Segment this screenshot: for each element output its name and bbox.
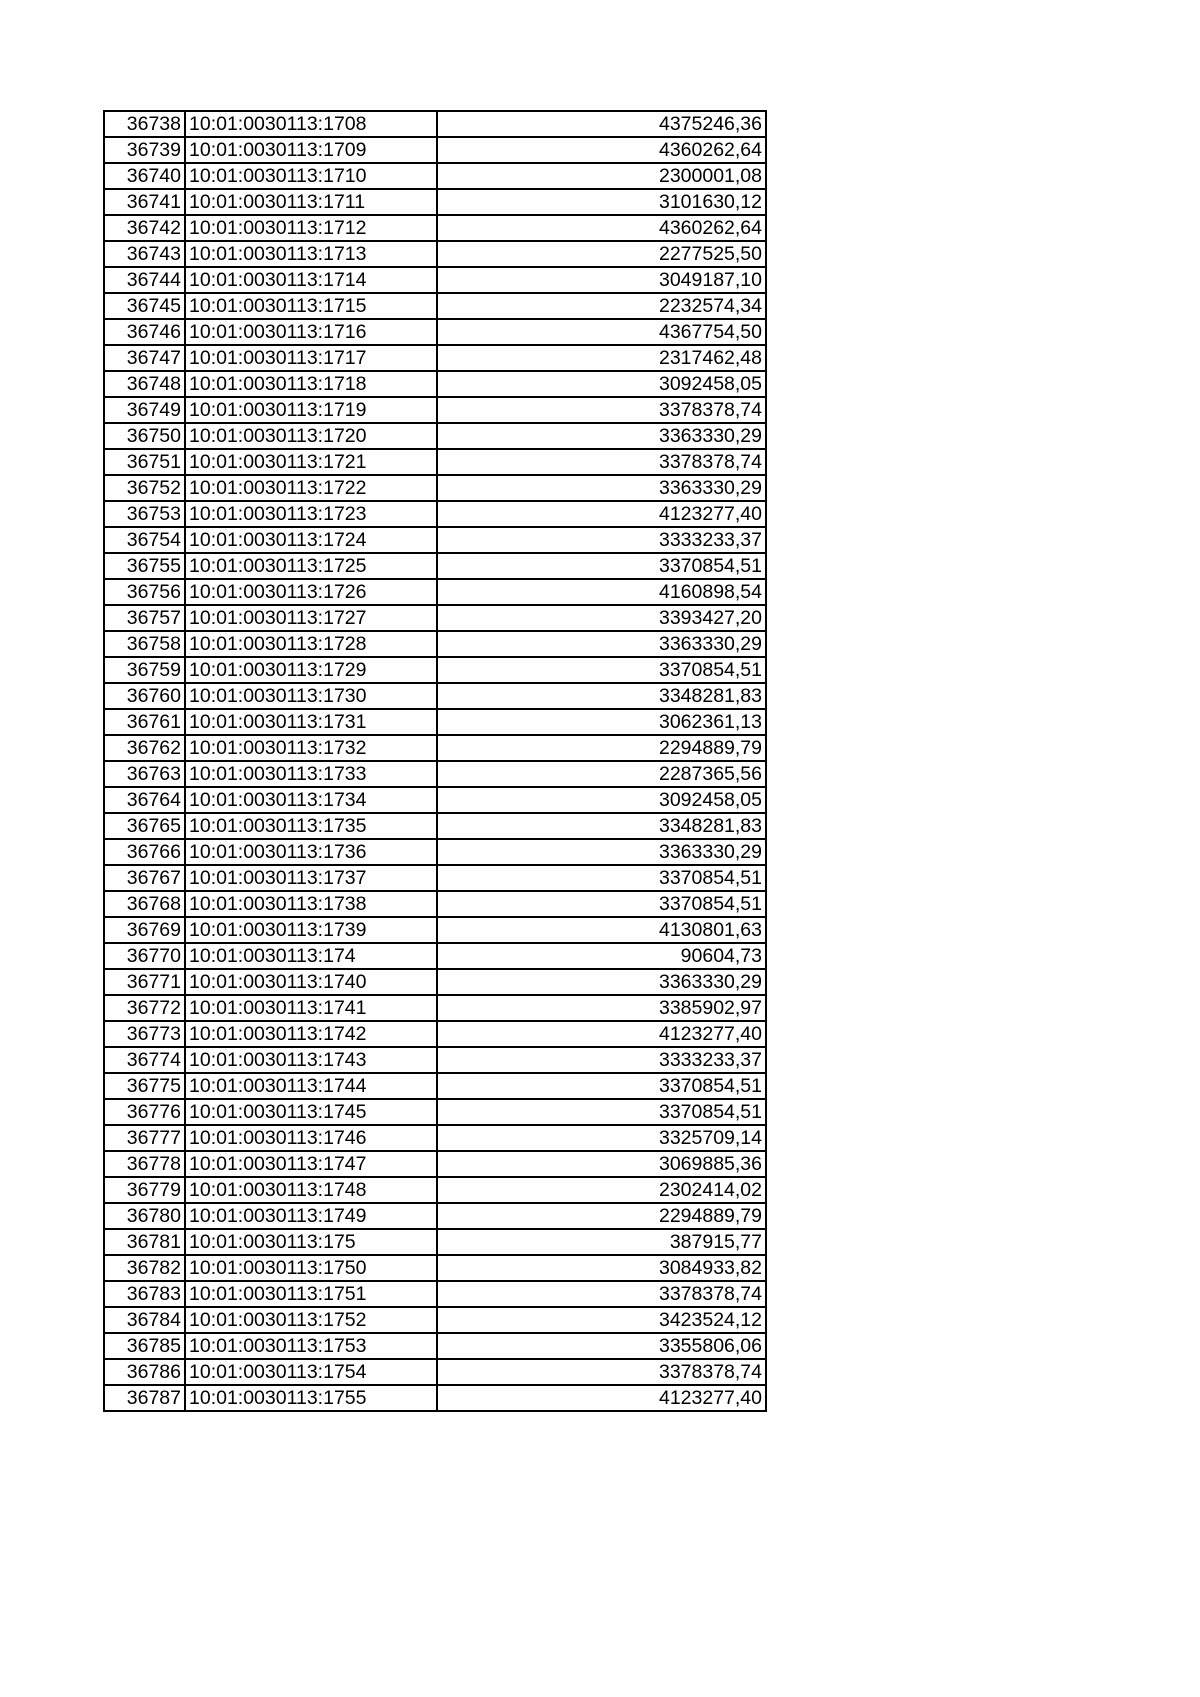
row-number-cell: 36746 — [104, 319, 185, 345]
cadastral-value-cell: 4367754,50 — [437, 319, 766, 345]
row-number-cell: 36749 — [104, 397, 185, 423]
table-row — [104, 761, 766, 787]
table-row — [104, 111, 766, 137]
cadastral-number-cell: 10:01:0030113:1746 — [185, 1125, 437, 1151]
row-number-cell: 36751 — [104, 449, 185, 475]
cadastral-value-cell: 3378378,74 — [437, 397, 766, 423]
cadastral-number-cell: 10:01:0030113:1725 — [185, 553, 437, 579]
cadastral-number-cell: 10:01:0030113:175 — [185, 1229, 437, 1255]
table-row — [104, 137, 766, 163]
row-number-cell: 36763 — [104, 761, 185, 787]
row-number-cell: 36748 — [104, 371, 185, 397]
table-row — [104, 787, 766, 813]
table-body — [104, 111, 766, 1411]
cadastral-number-cell: 10:01:0030113:1749 — [185, 1203, 437, 1229]
cadastral-value-cell: 2287365,56 — [437, 761, 766, 787]
cadastral-number-cell: 10:01:0030113:1744 — [185, 1073, 437, 1099]
row-number-cell: 36764 — [104, 787, 185, 813]
table-row — [104, 1229, 766, 1255]
table-row — [104, 683, 766, 709]
row-number-cell: 36775 — [104, 1073, 185, 1099]
row-number-cell: 36761 — [104, 709, 185, 735]
row-number-cell: 36747 — [104, 345, 185, 371]
cadastral-number-cell: 10:01:0030113:1751 — [185, 1281, 437, 1307]
cadastral-number-cell: 10:01:0030113:1754 — [185, 1359, 437, 1385]
row-number-cell: 36778 — [104, 1151, 185, 1177]
table-row — [104, 1385, 766, 1411]
table-row — [104, 163, 766, 189]
table-row — [104, 553, 766, 579]
cadastral-number-cell: 10:01:0030113:1719 — [185, 397, 437, 423]
cadastral-value-cell: 3378378,74 — [437, 1281, 766, 1307]
cadastral-value-cell: 3378378,74 — [437, 449, 766, 475]
row-number-cell: 36754 — [104, 527, 185, 553]
row-number-cell: 36739 — [104, 137, 185, 163]
cadastral-value-cell: 4360262,64 — [437, 137, 766, 163]
cadastral-value-cell: 3370854,51 — [437, 865, 766, 891]
cadastral-number-cell: 10:01:0030113:1717 — [185, 345, 437, 371]
cadastral-number-cell: 10:01:0030113:1755 — [185, 1385, 437, 1411]
cadastral-number-cell: 10:01:0030113:1738 — [185, 891, 437, 917]
table-row — [104, 293, 766, 319]
cadastral-value-cell: 4375246,36 — [437, 111, 766, 137]
cadastral-number-cell: 10:01:0030113:1747 — [185, 1151, 437, 1177]
table-row — [104, 995, 766, 1021]
cadastral-number-cell: 10:01:0030113:1723 — [185, 501, 437, 527]
row-number-cell: 36758 — [104, 631, 185, 657]
row-number-cell: 36762 — [104, 735, 185, 761]
row-number-cell: 36772 — [104, 995, 185, 1021]
cadastral-value-cell: 3325709,14 — [437, 1125, 766, 1151]
cadastral-number-cell: 10:01:0030113:1741 — [185, 995, 437, 1021]
cadastral-number-cell: 10:01:0030113:1733 — [185, 761, 437, 787]
cadastral-value-cell: 90604,73 — [437, 943, 766, 969]
row-number-cell: 36770 — [104, 943, 185, 969]
cadastral-number-cell: 10:01:0030113:1720 — [185, 423, 437, 449]
cadastral-value-cell: 3363330,29 — [437, 969, 766, 995]
table-row — [104, 215, 766, 241]
cadastral-value-cell: 3101630,12 — [437, 189, 766, 215]
cadastral-value-cell: 3092458,05 — [437, 371, 766, 397]
cadastral-number-cell: 10:01:0030113:1737 — [185, 865, 437, 891]
table-row — [104, 1359, 766, 1385]
cadastral-value-cell: 3370854,51 — [437, 553, 766, 579]
cadastral-value-cell: 3092458,05 — [437, 787, 766, 813]
cadastral-number-cell: 10:01:0030113:1745 — [185, 1099, 437, 1125]
table-row — [104, 527, 766, 553]
cadastral-value-cell: 3363330,29 — [437, 631, 766, 657]
cadastral-number-cell: 10:01:0030113:1732 — [185, 735, 437, 761]
table-row — [104, 631, 766, 657]
row-number-cell: 36782 — [104, 1255, 185, 1281]
row-number-cell: 36759 — [104, 657, 185, 683]
cadastral-value-cell: 4123277,40 — [437, 501, 766, 527]
table-row — [104, 813, 766, 839]
row-number-cell: 36784 — [104, 1307, 185, 1333]
row-number-cell: 36756 — [104, 579, 185, 605]
table-row — [104, 423, 766, 449]
cadastral-value-cell: 3084933,82 — [437, 1255, 766, 1281]
row-number-cell: 36774 — [104, 1047, 185, 1073]
cadastral-number-cell: 10:01:0030113:1740 — [185, 969, 437, 995]
table-row — [104, 1281, 766, 1307]
row-number-cell: 36755 — [104, 553, 185, 579]
cadastral-value-cell: 3355806,06 — [437, 1333, 766, 1359]
row-number-cell: 36776 — [104, 1099, 185, 1125]
table-row — [104, 891, 766, 917]
cadastral-value-cell: 3393427,20 — [437, 605, 766, 631]
row-number-cell: 36750 — [104, 423, 185, 449]
table-row — [104, 657, 766, 683]
table-row — [104, 709, 766, 735]
row-number-cell: 36757 — [104, 605, 185, 631]
row-number-cell: 36773 — [104, 1021, 185, 1047]
cadastral-value-cell: 2294889,79 — [437, 1203, 766, 1229]
row-number-cell: 36781 — [104, 1229, 185, 1255]
cadastral-value-cell: 2317462,48 — [437, 345, 766, 371]
table-row — [104, 1099, 766, 1125]
cadastral-value-cell: 3370854,51 — [437, 1073, 766, 1099]
cadastral-number-cell: 10:01:0030113:1718 — [185, 371, 437, 397]
row-number-cell: 36769 — [104, 917, 185, 943]
cadastral-value-cell: 4160898,54 — [437, 579, 766, 605]
cadastral-value-cell: 2302414,02 — [437, 1177, 766, 1203]
table-row — [104, 865, 766, 891]
row-number-cell: 36765 — [104, 813, 185, 839]
cadastral-value-cell: 3348281,83 — [437, 683, 766, 709]
cadastral-value-cell: 3069885,36 — [437, 1151, 766, 1177]
table-row — [104, 1021, 766, 1047]
row-number-cell: 36766 — [104, 839, 185, 865]
row-number-cell: 36742 — [104, 215, 185, 241]
cadastral-value-cell: 3348281,83 — [437, 813, 766, 839]
row-number-cell: 36777 — [104, 1125, 185, 1151]
cadastral-value-cell: 2232574,34 — [437, 293, 766, 319]
cadastral-value-cell: 3363330,29 — [437, 423, 766, 449]
cadastral-number-cell: 10:01:0030113:1724 — [185, 527, 437, 553]
table-row — [104, 1151, 766, 1177]
row-number-cell: 36786 — [104, 1359, 185, 1385]
cadastral-number-cell: 10:01:0030113:174 — [185, 943, 437, 969]
cadastral-value-cell: 3378378,74 — [437, 1359, 766, 1385]
cadastral-value-cell: 3333233,37 — [437, 527, 766, 553]
cadastral-number-cell: 10:01:0030113:1736 — [185, 839, 437, 865]
cadastral-number-cell: 10:01:0030113:1753 — [185, 1333, 437, 1359]
cadastral-number-cell: 10:01:0030113:1742 — [185, 1021, 437, 1047]
table-row — [104, 267, 766, 293]
table-row — [104, 943, 766, 969]
cadastral-number-cell: 10:01:0030113:1752 — [185, 1307, 437, 1333]
row-number-cell: 36744 — [104, 267, 185, 293]
cadastral-number-cell: 10:01:0030113:1714 — [185, 267, 437, 293]
cadastral-number-cell: 10:01:0030113:1711 — [185, 189, 437, 215]
cadastral-value-cell: 2294889,79 — [437, 735, 766, 761]
row-number-cell: 36771 — [104, 969, 185, 995]
table-row — [104, 1073, 766, 1099]
cadastral-number-cell: 10:01:0030113:1739 — [185, 917, 437, 943]
row-number-cell: 36768 — [104, 891, 185, 917]
cadastral-value-cell: 3385902,97 — [437, 995, 766, 1021]
table-row — [104, 449, 766, 475]
cadastral-value-cell: 3370854,51 — [437, 1099, 766, 1125]
table-row — [104, 969, 766, 995]
row-number-cell: 36753 — [104, 501, 185, 527]
row-number-cell: 36785 — [104, 1333, 185, 1359]
row-number-cell: 36780 — [104, 1203, 185, 1229]
cadastral-value-cell: 4360262,64 — [437, 215, 766, 241]
cadastral-number-cell: 10:01:0030113:1726 — [185, 579, 437, 605]
cadastral-number-cell: 10:01:0030113:1730 — [185, 683, 437, 709]
row-number-cell: 36743 — [104, 241, 185, 267]
cadastral-number-cell: 10:01:0030113:1710 — [185, 163, 437, 189]
table-row — [104, 371, 766, 397]
cadastral-number-cell: 10:01:0030113:1709 — [185, 137, 437, 163]
cadastral-value-cell: 4130801,63 — [437, 917, 766, 943]
cadastral-number-cell: 10:01:0030113:1712 — [185, 215, 437, 241]
table-row — [104, 1307, 766, 1333]
row-number-cell: 36760 — [104, 683, 185, 709]
row-number-cell: 36738 — [104, 111, 185, 137]
table-row — [104, 917, 766, 943]
cadastral-number-cell: 10:01:0030113:1729 — [185, 657, 437, 683]
cadastral-value-cell: 4123277,40 — [437, 1021, 766, 1047]
cadastral-value-cell: 2277525,50 — [437, 241, 766, 267]
cadastral-value-cell: 3333233,37 — [437, 1047, 766, 1073]
cadastral-number-cell: 10:01:0030113:1731 — [185, 709, 437, 735]
table-row — [104, 579, 766, 605]
table-row — [104, 345, 766, 371]
cadastral-number-cell: 10:01:0030113:1721 — [185, 449, 437, 475]
table-row — [104, 475, 766, 501]
table-row — [104, 1255, 766, 1281]
cadastral-number-cell: 10:01:0030113:1750 — [185, 1255, 437, 1281]
cadastral-number-cell: 10:01:0030113:1748 — [185, 1177, 437, 1203]
cadastral-value-table — [103, 110, 767, 1412]
table-row — [104, 605, 766, 631]
cadastral-number-cell: 10:01:0030113:1735 — [185, 813, 437, 839]
table-row — [104, 501, 766, 527]
cadastral-number-cell: 10:01:0030113:1713 — [185, 241, 437, 267]
table-row — [104, 735, 766, 761]
cadastral-number-cell: 10:01:0030113:1708 — [185, 111, 437, 137]
table-row — [104, 241, 766, 267]
cadastral-value-cell: 387915,77 — [437, 1229, 766, 1255]
row-number-cell: 36767 — [104, 865, 185, 891]
cadastral-value-cell: 3049187,10 — [437, 267, 766, 293]
table-row — [104, 1203, 766, 1229]
row-number-cell: 36741 — [104, 189, 185, 215]
table-row — [104, 839, 766, 865]
cadastral-value-cell: 3370854,51 — [437, 657, 766, 683]
cadastral-number-cell: 10:01:0030113:1722 — [185, 475, 437, 501]
cadastral-number-cell: 10:01:0030113:1716 — [185, 319, 437, 345]
cadastral-value-cell: 3062361,13 — [437, 709, 766, 735]
table-row — [104, 189, 766, 215]
cadastral-number-cell: 10:01:0030113:1727 — [185, 605, 437, 631]
cadastral-value-cell: 3363330,29 — [437, 839, 766, 865]
row-number-cell: 36752 — [104, 475, 185, 501]
table-row — [104, 1333, 766, 1359]
row-number-cell: 36783 — [104, 1281, 185, 1307]
row-number-cell: 36787 — [104, 1385, 185, 1411]
cadastral-value-cell: 3370854,51 — [437, 891, 766, 917]
row-number-cell: 36779 — [104, 1177, 185, 1203]
cadastral-value-cell: 2300001,08 — [437, 163, 766, 189]
cadastral-number-cell: 10:01:0030113:1743 — [185, 1047, 437, 1073]
table-row — [104, 397, 766, 423]
cadastral-number-cell: 10:01:0030113:1734 — [185, 787, 437, 813]
table-row — [104, 319, 766, 345]
cadastral-number-cell: 10:01:0030113:1728 — [185, 631, 437, 657]
row-number-cell: 36740 — [104, 163, 185, 189]
table-row — [104, 1047, 766, 1073]
cadastral-value-cell: 4123277,40 — [437, 1385, 766, 1411]
cadastral-value-cell: 3423524,12 — [437, 1307, 766, 1333]
table-row — [104, 1177, 766, 1203]
cadastral-number-cell: 10:01:0030113:1715 — [185, 293, 437, 319]
row-number-cell: 36745 — [104, 293, 185, 319]
table-row — [104, 1125, 766, 1151]
cadastral-value-cell: 3363330,29 — [437, 475, 766, 501]
